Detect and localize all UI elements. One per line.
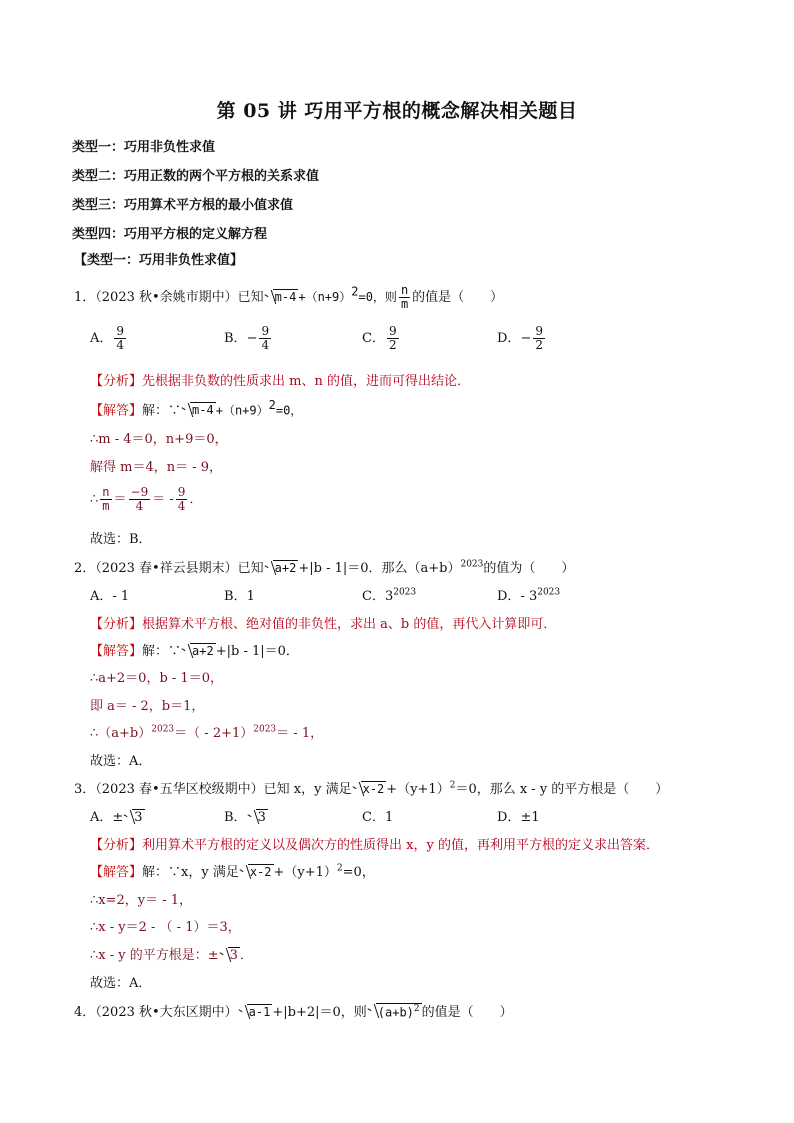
- q1-step-3: ∴ $\frac{n}{m}$ ＝ $\frac{-9}{4}$ ＝ - $\frac{9}{4}$ ．: [90, 485, 203, 513]
- q1-option-a[interactable]: A． $\frac{9}{4}$: [90, 324, 125, 352]
- q2-option-a[interactable]: A．- 1: [90, 589, 130, 604]
- q1-option-c[interactable]: C． $\frac{9}{2}$: [362, 324, 397, 352]
- q1-step-1: ∴m - 4＝0，n+9＝0，: [90, 432, 228, 447]
- q3-step-2: ∴x - y＝2 - （ - 1）＝3，: [90, 920, 241, 935]
- q2-step-1: ∴a+2＝0，b - 1＝0，: [90, 671, 223, 686]
- type-item-4: 类型四：巧用平方根的定义解方程: [72, 227, 268, 242]
- q2-answer: 【解答】解：∵ a+2 +|b - 1|＝0．: [90, 644, 299, 659]
- q2-option-d[interactable]: D．- $3^{2023}$: [497, 587, 561, 604]
- q2-option-b[interactable]: B．1: [224, 589, 255, 604]
- type-item-2: 类型二：巧用正数的两个平方根的关系求值: [72, 169, 320, 184]
- question-2: 2．（2023 春•祥云县期末）已知 a+2 +|b - 1|＝0．那么$(a+b)^{2023}$的值为（ ）: [74, 559, 575, 576]
- q3-answer: 【解答】解：∵x，y 满足 $x-2 +(y+1)^2=0$，: [90, 863, 375, 880]
- q2-step-2: 即 a＝ - 2，b＝1，: [90, 699, 205, 714]
- q2-analysis: 【分析】根据算术平方根、绝对值的非负性，求出 a、b 的值，再代入计算即可．: [90, 617, 557, 632]
- q1-step-2: 解得 m＝4，n＝ - 9，: [90, 460, 223, 475]
- q1-answer: 【解答】解：∵ $m-4 +(n+9)^2=0$，: [90, 398, 303, 419]
- type-item-3: 类型三：巧用算术平方根的最小值求值: [72, 198, 294, 213]
- question-4: 4．（2023 秋•大东区期中） a-1 +|b+2|＝0，则 $(a+b)^2$ 的值是（ ）: [74, 1003, 513, 1020]
- question-1: 1．（2023 秋•余姚市期中）已知 $m-4 +(n+9)^2=0$，则 $\frac{n}{m}$ 的值是（ ）: [74, 283, 504, 311]
- q2-step-3: $\therefore(a+b)^{2023}=( - 2+1)^{2023}= - 1$，: [90, 724, 324, 741]
- q3-step-3: ∴x - y 的平方根是：± 3 ．: [90, 948, 253, 963]
- q3-option-b[interactable]: B． 3: [224, 810, 266, 825]
- q2-choice: 故选：A．: [90, 754, 152, 769]
- q1-option-d[interactable]: D．− $\frac{9}{2}$: [497, 324, 543, 352]
- page-title: 第 05 讲 巧用平方根的概念解决相关题目: [216, 100, 578, 122]
- q3-step-1: ∴x=2，y＝ - 1，: [90, 893, 193, 908]
- q3-choice: 故选：A．: [90, 976, 152, 991]
- q3-option-c[interactable]: C．1: [362, 810, 394, 825]
- question-3: 3．（2023 春•五华区校级期中）已知 x，y 满足 $x-2 +(y+1)^2=0$，那么 x - y 的平方根是（ ）: [74, 780, 669, 797]
- type-item-1: 类型一：巧用非负性求值: [72, 140, 216, 155]
- q3-option-a[interactable]: A．± 3: [90, 810, 143, 825]
- q1-option-b[interactable]: B．− $\frac{9}{4}$: [224, 324, 270, 352]
- q3-analysis: 【分析】利用算术平方根的定义以及偶次方的性质得出 x，y 的值，再利用平方根的定义求出答案．: [90, 838, 659, 853]
- q2-option-c[interactable]: C．$3^{2023}$: [362, 587, 417, 604]
- section-heading: 【类型一：巧用非负性求值】: [74, 253, 244, 268]
- q3-option-d[interactable]: D．±1: [497, 810, 540, 825]
- q1-analysis: 【分析】先根据非负数的性质求出 m、n 的值，进而可得出结论．: [90, 374, 470, 389]
- q1-choice: 故选：B．: [90, 532, 152, 547]
